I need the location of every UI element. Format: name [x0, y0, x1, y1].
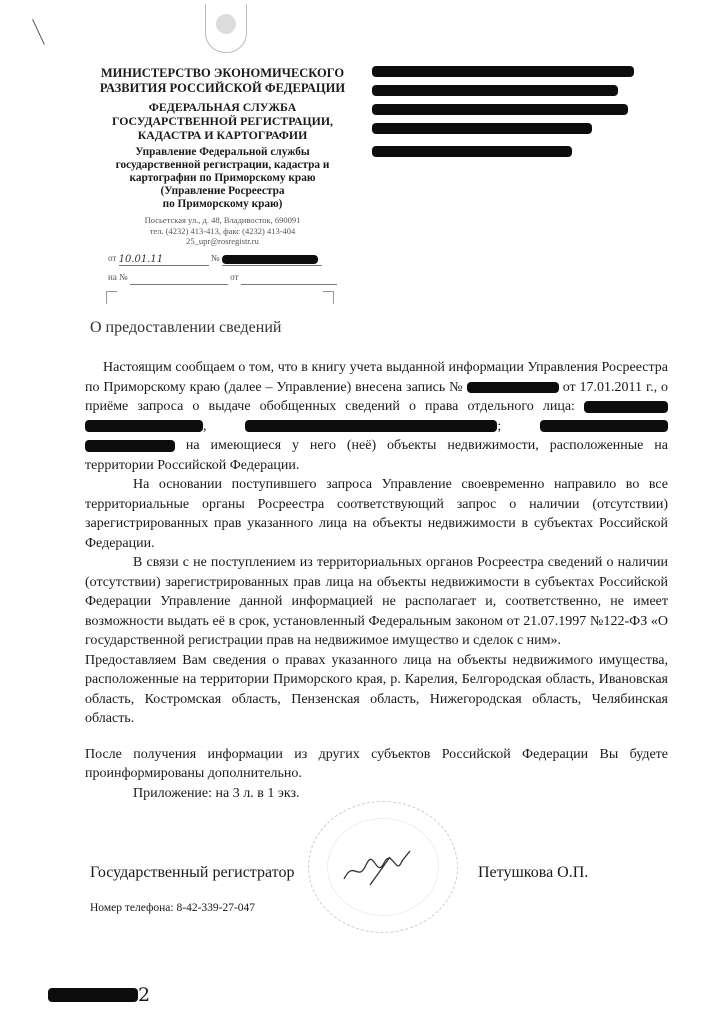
letterhead	[85, 66, 360, 305]
from-date-handwritten: 10.01.11	[118, 253, 164, 265]
outgoing-number-row	[108, 251, 334, 266]
department-line: государственной регистрации, кадастра и	[115, 159, 330, 171]
paragraph-3: В связи с не поступлением из территориальных органов Росреестра сведений о наличии (отсутствии) зарегистрированных прав лица на объекты недвижимости в субъектах Российской Федерации Управление данной информацией не располагает и, соответственно, не имеет возможности выдать её в срок, установленный Федеральным законом от 21.07.1997 №122-ФЗ «О государственной регистрации прав на недвижимое имущество и сделок с ним».	[85, 555, 668, 648]
redacted-number	[222, 255, 318, 264]
ministry-line: МИНИСТЕРСТВО ЭКОНОМИЧЕСКОГО	[100, 66, 345, 80]
department-line: Управление Федеральной службы	[135, 146, 310, 158]
department-line: картографии по Приморскому краю	[129, 172, 316, 184]
number-label: №	[210, 252, 220, 263]
footer-mark: 2	[138, 984, 151, 1006]
redacted-name	[85, 420, 203, 432]
coat-of-arms-emblem	[205, 4, 247, 53]
redacted-name	[584, 401, 668, 413]
service-line: КАДАСТРА И КАРТОГРАФИИ	[137, 128, 308, 142]
ministry-name	[85, 66, 360, 96]
redaction-bar	[372, 146, 572, 157]
email-line: 25_upr@rosregistr.ru	[186, 236, 259, 246]
redacted-record-number	[467, 382, 559, 393]
footer	[48, 983, 668, 1007]
service-name	[85, 100, 360, 142]
letter-subject: О предоставлении сведений	[90, 319, 282, 336]
from-label: от	[108, 252, 117, 263]
redaction-bar	[372, 104, 628, 115]
handwritten-signature	[340, 849, 420, 889]
redaction-bar	[372, 123, 592, 134]
address-block	[85, 215, 360, 247]
contact-phone: Номер телефона: 8-42-339-27-047	[90, 902, 256, 914]
paragraph-text: Настоящим сообщаем о том, что в книгу учета выданной информации Управления Росреестра по Приморскому краю (далее – Управление) внесена запись №	[85, 360, 668, 395]
redaction-bar	[372, 66, 634, 77]
redacted-birth-info	[245, 420, 497, 432]
department-line: по Приморскому краю)	[162, 198, 283, 210]
redacted-address	[540, 420, 668, 432]
address-bracket-left	[106, 291, 117, 304]
attachment-note: Приложение: на 3 л. в 1 экз.	[133, 785, 300, 801]
service-line: ФЕДЕРАЛЬНАЯ СЛУЖБА	[148, 100, 297, 114]
ref-from-label: от	[230, 271, 239, 282]
signature-block	[85, 863, 668, 927]
phone-fax-line: тел. (4232) 413-413, факс (4232) 413-404	[149, 225, 296, 236]
address-line: Посьетская ул., д. 48, Владивосток, 690091	[144, 215, 301, 225]
paragraph-text: ;	[497, 418, 502, 434]
signatory-title: Государственный регистратор	[90, 864, 295, 881]
ref-number-label: на №	[108, 271, 128, 282]
scan-mark	[32, 19, 45, 45]
redacted-address	[85, 440, 175, 452]
ministry-line: РАЗВИТИЯ РОССИЙСКОЙ ФЕДЕРАЦИИ	[99, 81, 346, 95]
paragraph-text: ,	[203, 418, 207, 434]
paragraph-text: от 17.01.2011 г., о приёме запроса о выдаче обобщенных сведений о права отдельного лица:	[85, 379, 669, 414]
redacted-recipient	[372, 66, 640, 160]
reference-row	[108, 270, 334, 285]
paragraph-5: После получения информации из других субъектов Российской Федерации Вы будете проинформированы дополнительно.	[85, 746, 668, 781]
department-name	[85, 146, 360, 211]
service-line: ГОСУДАРСТВЕННОЙ РЕГИСТРАЦИИ,	[112, 114, 333, 128]
paragraph-1	[85, 358, 668, 475]
redaction-bar	[372, 85, 618, 96]
paragraph-2: На основании поступившего запроса Управление своевременно направило во все территориальные органы Росреестра соответствующий запрос о наличии (отсутствии) зарегистрированных прав указанного лица на объекты недвижимости в субъектах Российской Федерации.	[85, 477, 668, 551]
address-bracket-right	[323, 291, 334, 304]
redacted-footer-code	[48, 988, 138, 1002]
paragraph-text: на имеющиеся у него (неё) объекты недвижимости, расположенные на территории Российской Федерации.	[85, 438, 669, 473]
letter-body	[85, 358, 668, 803]
signatory-name: Петушкова О.П.	[478, 864, 589, 881]
letter-main	[85, 318, 668, 1007]
address-brackets	[85, 291, 360, 305]
paragraph-4: Предоставляем Вам сведения о правах указанного лица на объекты недвижимого имущества, расположенные на территории Приморского края, р. Карелия, Белгородская область, Ивановская область, Костромская область, Пензенская область, Нижегородская область, Челябинская область.	[85, 652, 668, 726]
department-line: (Управление Росреестра	[160, 185, 285, 197]
